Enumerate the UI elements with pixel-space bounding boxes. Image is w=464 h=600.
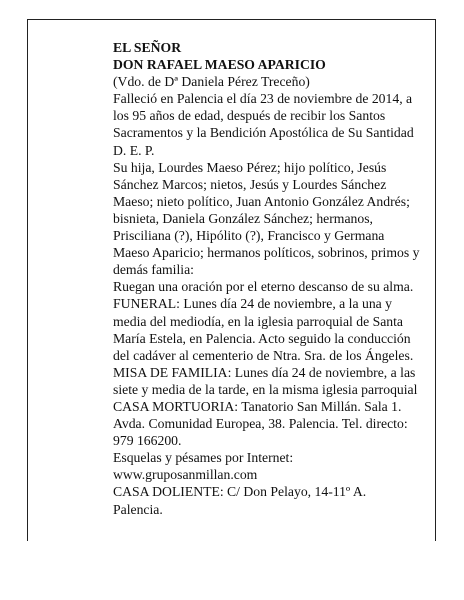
website-text: www.gruposanmillan.com <box>113 467 258 483</box>
mortuary-paragraph <box>113 398 423 449</box>
internet-paragraph <box>113 449 423 483</box>
funeral-paragraph <box>113 295 423 363</box>
notice-title-line-2: DON RAFAEL MAESO APARICIO <box>113 57 326 73</box>
notice-title-line-1: EL SEÑOR <box>113 40 182 55</box>
mortuary-line: CASA MORTUORIA: Tanatorio San Millán. Sala 1. <box>113 398 402 414</box>
funeral-line: media del mediodía, en la iglesia parroquial de Santa <box>113 313 403 329</box>
family-mass-paragraph <box>113 364 423 398</box>
family-line: Maeso Aparicio; hermanos políticos, sobrinos, primos y <box>113 245 420 261</box>
family-line: demás familia: <box>113 262 194 278</box>
widow-of-line: (Vdo. de Dª Daniela Pérez Treceño) <box>113 74 310 90</box>
mourning-home-line: Palencia. <box>113 501 163 517</box>
death-line: Sacramentos y la Bendición Apostólica de Su Santidad <box>113 125 414 141</box>
family-mass-line: siete y media de la tarde, en la misma iglesia parroquial <box>113 381 418 397</box>
prayer-line: Ruegan una oración por el eterno descanso de su alma. <box>113 279 414 295</box>
mortuary-line: 979 166200. <box>113 433 182 449</box>
family-line: bisnieta, Daniela González Sánchez; hermanos, <box>113 210 373 226</box>
family-line: Su hija, Lourdes Maeso Pérez; hijo político, Jesús <box>113 159 387 175</box>
family-mass-line: MISA DE FAMILIA: Lunes día 24 de noviembre, a las <box>113 364 416 380</box>
mourning-home-paragraph <box>113 483 423 517</box>
mortuary-line: Avda. Comunidad Europea, 38. Palencia. Tel. directo: <box>113 416 408 432</box>
death-line: Falleció en Palencia el día 23 de noviembre de 2014, a <box>113 91 413 107</box>
family-line: Prisciliana (?), Hipólito (?), Francisco y Germana <box>113 228 385 244</box>
funeral-line: María Estela, en Palencia. Acto seguido la conducción <box>113 330 411 346</box>
death-paragraph <box>113 90 423 158</box>
funeral-line: FUNERAL: Lunes día 24 de noviembre, a la una y <box>113 296 393 312</box>
internet-line: Esquelas y pésames por Internet: <box>113 450 294 466</box>
obituary-text <box>113 39 423 518</box>
mourning-home-line: CASA DOLIENTE: C/ Don Pelayo, 14-11º A. <box>113 484 367 500</box>
family-paragraph <box>113 159 423 279</box>
funeral-line: del cadáver al cementerio de Ntra. Sra. de los Ángeles. <box>113 347 414 363</box>
family-line: Sánchez Marcos; nietos, Jesús y Lourdes Sánchez <box>113 176 387 192</box>
death-line: los 95 años de edad, después de recibir los Santos <box>113 108 386 124</box>
family-line: Maeso; nieto político, Juan Antonio González Andrés; <box>113 193 410 209</box>
death-line: D. E. P. <box>113 142 155 158</box>
